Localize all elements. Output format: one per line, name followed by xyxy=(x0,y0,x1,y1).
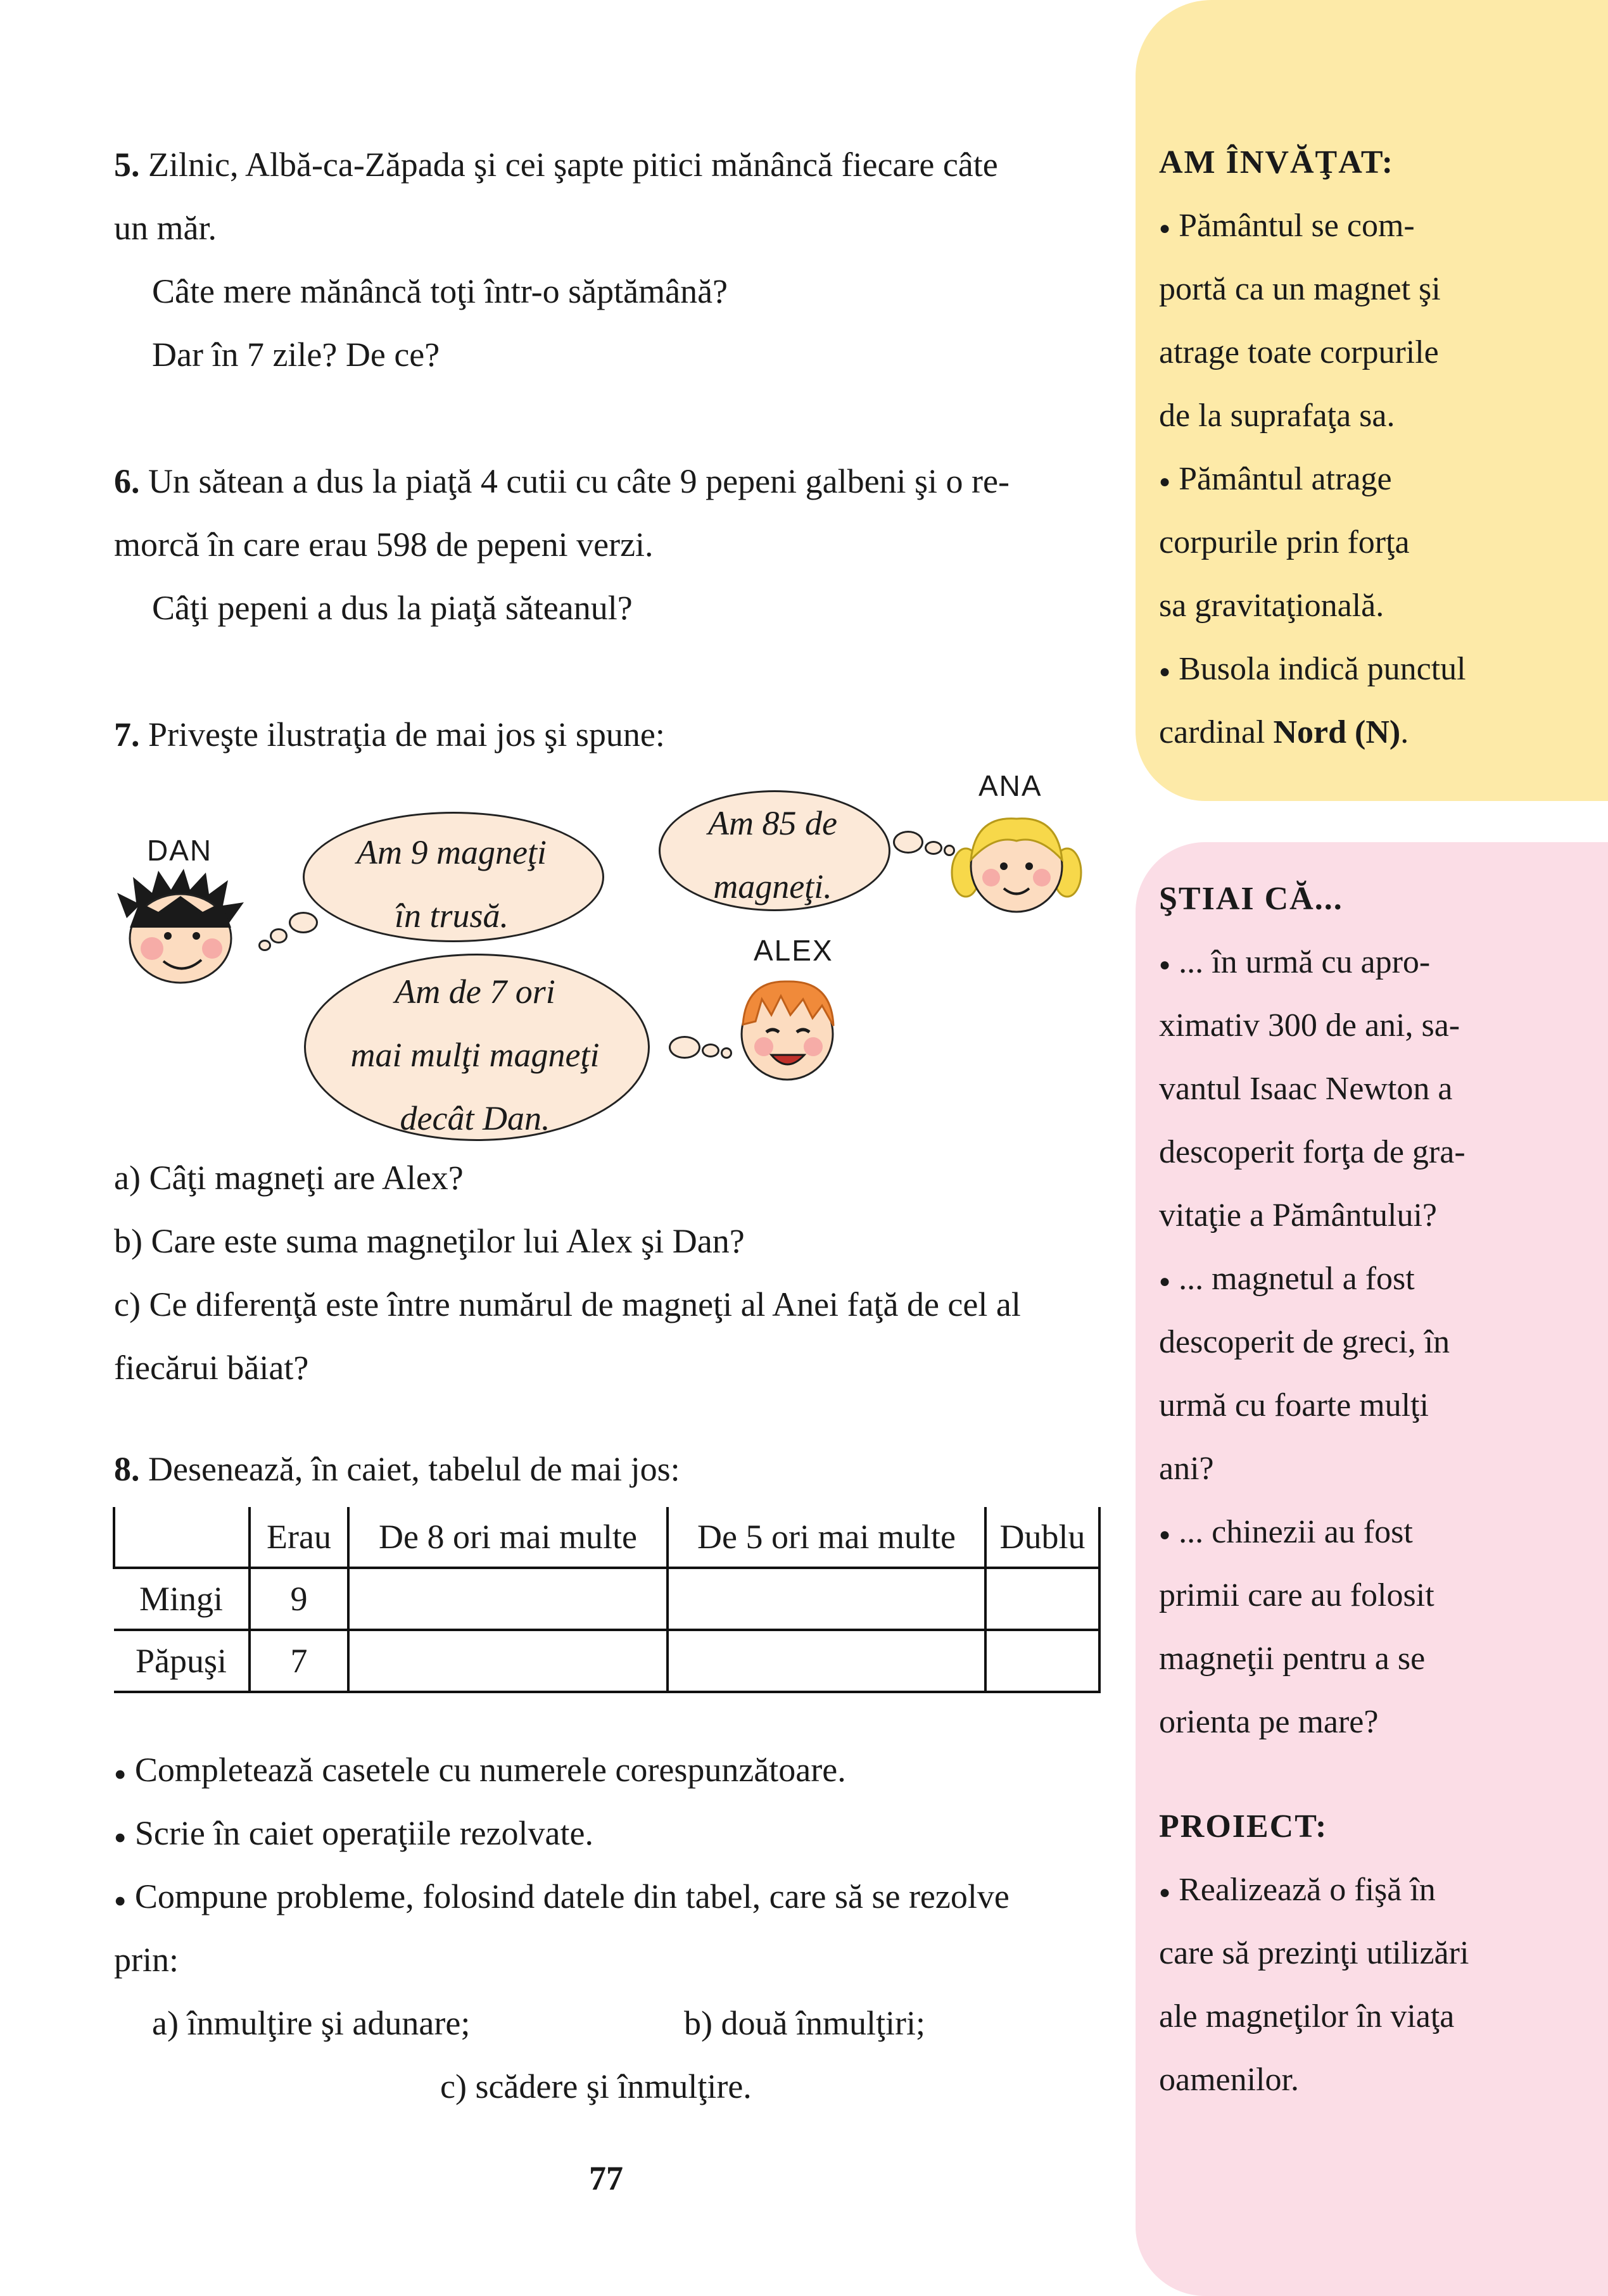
table-cell: 7 xyxy=(250,1630,348,1692)
exercise-6-line-1 xyxy=(114,450,1010,513)
did-you-know-line: vitaţie a Pământului? xyxy=(1159,1197,1437,1233)
did-you-know-title: ŞTIAI CĂ... xyxy=(1159,881,1343,917)
table-cell xyxy=(348,1568,668,1630)
page-number: 77 xyxy=(589,2159,623,2197)
learned-line: ● Pământul se com- xyxy=(1159,208,1415,244)
bullet-icon: ● xyxy=(1159,1271,1171,1292)
project-line: oamenilor. xyxy=(1159,2062,1299,2098)
learned-line: ● Pământul atrage xyxy=(1159,461,1392,497)
alex-face-icon xyxy=(727,968,847,1088)
did-you-know-line: orienta pe mare? xyxy=(1159,1704,1379,1740)
table-header-cell xyxy=(114,1507,250,1568)
exercise-7-number: 7. xyxy=(114,716,140,754)
learned-title: AM ÎNVĂŢAT: xyxy=(1159,144,1395,180)
exercise-5-question-1: Câte mere mănâncă toţi într-o săptămână? xyxy=(152,272,728,310)
learned-line: cardinal Nord (N). xyxy=(1159,714,1409,750)
bullet-text: Scrie în caiet operaţiile rezolvate. xyxy=(134,1814,593,1852)
bullet-icon: ● xyxy=(114,1825,127,1848)
bullet-icon: ● xyxy=(114,1888,127,1912)
table-cell xyxy=(985,1568,1099,1630)
exercise-7-question-a: a) Câţi magneţi are Alex? xyxy=(114,1159,464,1197)
exercise-8-bullet-3 xyxy=(114,1865,1010,1932)
name-ana: ANA xyxy=(978,769,1042,802)
exercise-8-bullet-2 xyxy=(114,1801,593,1869)
learned-line: ● Busola indică punctul xyxy=(1159,651,1466,687)
did-you-know-line: ani? xyxy=(1159,1451,1214,1487)
did-you-know-line: ximativ 300 de ani, sa- xyxy=(1159,1007,1460,1044)
table-row xyxy=(114,1630,1099,1692)
learned-line: atrage toate corpurile xyxy=(1159,334,1439,370)
ana-face-icon xyxy=(950,803,1083,923)
exercise-8-option-a: a) înmulţire şi adunare; xyxy=(152,2004,471,2042)
exercise-6-number: 6. xyxy=(114,462,140,500)
dan-thought-dot xyxy=(270,928,288,943)
dan-thought-dot xyxy=(258,940,271,951)
bullet-icon: ● xyxy=(1159,661,1171,683)
ana-thought-dot xyxy=(944,845,955,856)
learned-line: corpurile prin forţa xyxy=(1159,524,1410,560)
name-dan: DAN xyxy=(147,834,213,867)
exercise-7-question-c-2: fiecărui băiat? xyxy=(114,1349,309,1387)
exercise-8-option-c: c) scădere şi înmulţire. xyxy=(440,2067,752,2105)
bullet-icon: ● xyxy=(114,1762,127,1785)
project-title: PROIECT: xyxy=(1159,1808,1328,1845)
alex-thought-dot xyxy=(702,1044,719,1057)
alex-bubble-line-2: mai mulţi magneţi xyxy=(350,1036,600,1074)
alex-thought-dot xyxy=(721,1047,732,1059)
exercise-5-line-2: un măr. xyxy=(114,209,217,247)
table-cell: 9 xyxy=(250,1568,348,1630)
did-you-know-line: vantul Isaac Newton a xyxy=(1159,1071,1453,1107)
dan-bubble-line-2: în trusă. xyxy=(394,897,509,935)
learned-line: portă ca un magnet şi xyxy=(1159,271,1441,307)
exercise-6-line-2: morcă în care erau 598 de pepeni verzi. xyxy=(114,526,654,564)
ana-thought-dot xyxy=(925,841,942,855)
did-you-know-line: ● ... chinezii au fost xyxy=(1159,1514,1413,1550)
did-you-know-line: ● ... în urmă cu apro- xyxy=(1159,944,1431,980)
dan-thought-dot xyxy=(289,912,318,933)
data-table xyxy=(113,1507,1101,1693)
exercise-8-bullet-1 xyxy=(114,1738,846,1805)
project-line: ale magneţilor în viaţa xyxy=(1159,1998,1455,2034)
alex-bubble-line-3: decât Dan. xyxy=(400,1099,550,1137)
exercise-7-question-c-1: c) Ce diferenţă este între numărul de magneţi al Anei faţă de cel al xyxy=(114,1285,1021,1323)
project-line: ● Realizează o fişă în xyxy=(1159,1872,1436,1908)
project-line: care să prezinţi utilizări xyxy=(1159,1935,1469,1971)
bullet-icon: ● xyxy=(1159,471,1171,493)
learned-line: sa gravitaţională. xyxy=(1159,588,1384,624)
ana-thought-dot xyxy=(893,831,923,854)
table-header-row xyxy=(114,1507,1099,1568)
name-alex: ALEX xyxy=(754,934,833,967)
exercise-5-question-2: Dar în 7 zile? De ce? xyxy=(152,336,440,374)
exercise-6-text-1: Un sătean a dus la piaţă 4 cutii cu câte 9 pepeni galbeni şi o re- xyxy=(148,462,1010,500)
bullet-icon: ● xyxy=(1159,954,1171,976)
exercise-7-question-b: b) Care este suma magneţilor lui Alex şi Dan? xyxy=(114,1222,745,1260)
exercise-5-number: 5. xyxy=(114,146,140,184)
table-row xyxy=(114,1568,1099,1630)
table-cell xyxy=(668,1568,985,1630)
did-you-know-line: ● ... magnetul a fost xyxy=(1159,1261,1415,1297)
bullet-icon: ● xyxy=(1159,1524,1171,1546)
exercise-8-text-1: Desenează, în caiet, tabelul de mai jos: xyxy=(148,1450,680,1488)
bullet-text: Compune probleme, folosind datele din tabel, care să se rezolve xyxy=(134,1877,1010,1915)
exercise-8-bullet-3-cont: prin: xyxy=(114,1941,179,1979)
exercise-5-line-1 xyxy=(114,133,998,196)
exercise-7-line-1 xyxy=(114,703,665,766)
exercise-8-number: 8. xyxy=(114,1450,140,1488)
did-you-know-line: descoperit de greci, în xyxy=(1159,1324,1450,1360)
did-you-know-line: magneţii pentru a se xyxy=(1159,1641,1426,1677)
table-cell: Mingi xyxy=(114,1568,250,1630)
ana-bubble-line-2: magneţi. xyxy=(713,867,832,905)
bullet-icon: ● xyxy=(1159,1882,1171,1903)
learned-line: de la suprafaţa sa. xyxy=(1159,398,1395,434)
north-label: Nord (N) xyxy=(1273,714,1401,750)
table-cell xyxy=(668,1630,985,1692)
table-header-cell: Dublu xyxy=(985,1507,1099,1568)
did-you-know-line: primii care au folosit xyxy=(1159,1577,1434,1613)
ana-bubble-line-1: Am 85 de xyxy=(708,804,837,842)
table-header-cell: De 8 ori mai multe xyxy=(348,1507,668,1568)
alex-bubble-line-1: Am de 7 ori xyxy=(395,973,555,1011)
table-header-cell: Erau xyxy=(250,1507,348,1568)
exercise-6-question: Câţi pepeni a dus la piaţă săteanul? xyxy=(152,589,633,627)
exercise-8-line-1 xyxy=(114,1437,680,1501)
exercise-5-text-1: Zilnic, Albă-ca-Zăpada şi cei şapte pitici mănâncă fiecare câte xyxy=(148,146,998,184)
did-you-know-line: urmă cu foarte mulţi xyxy=(1159,1387,1429,1423)
dan-face-icon xyxy=(114,867,247,988)
did-you-know-line: descoperit forţa de gra- xyxy=(1159,1134,1466,1170)
bullet-text: Completează casetele cu numerele corespunzătoare. xyxy=(134,1751,846,1789)
alex-thought-dot xyxy=(669,1036,700,1059)
exercise-8-option-b: b) două înmulţiri; xyxy=(684,2004,925,2042)
bullet-icon: ● xyxy=(1159,218,1171,239)
table-cell xyxy=(985,1630,1099,1692)
table-header-cell: De 5 ori mai multe xyxy=(668,1507,985,1568)
table-cell xyxy=(348,1630,668,1692)
dan-bubble-line-1: Am 9 magneţi xyxy=(357,833,547,871)
exercise-7-text-1: Priveşte ilustraţia de mai jos şi spune: xyxy=(148,716,665,754)
table-cell: Păpuşi xyxy=(114,1630,250,1692)
